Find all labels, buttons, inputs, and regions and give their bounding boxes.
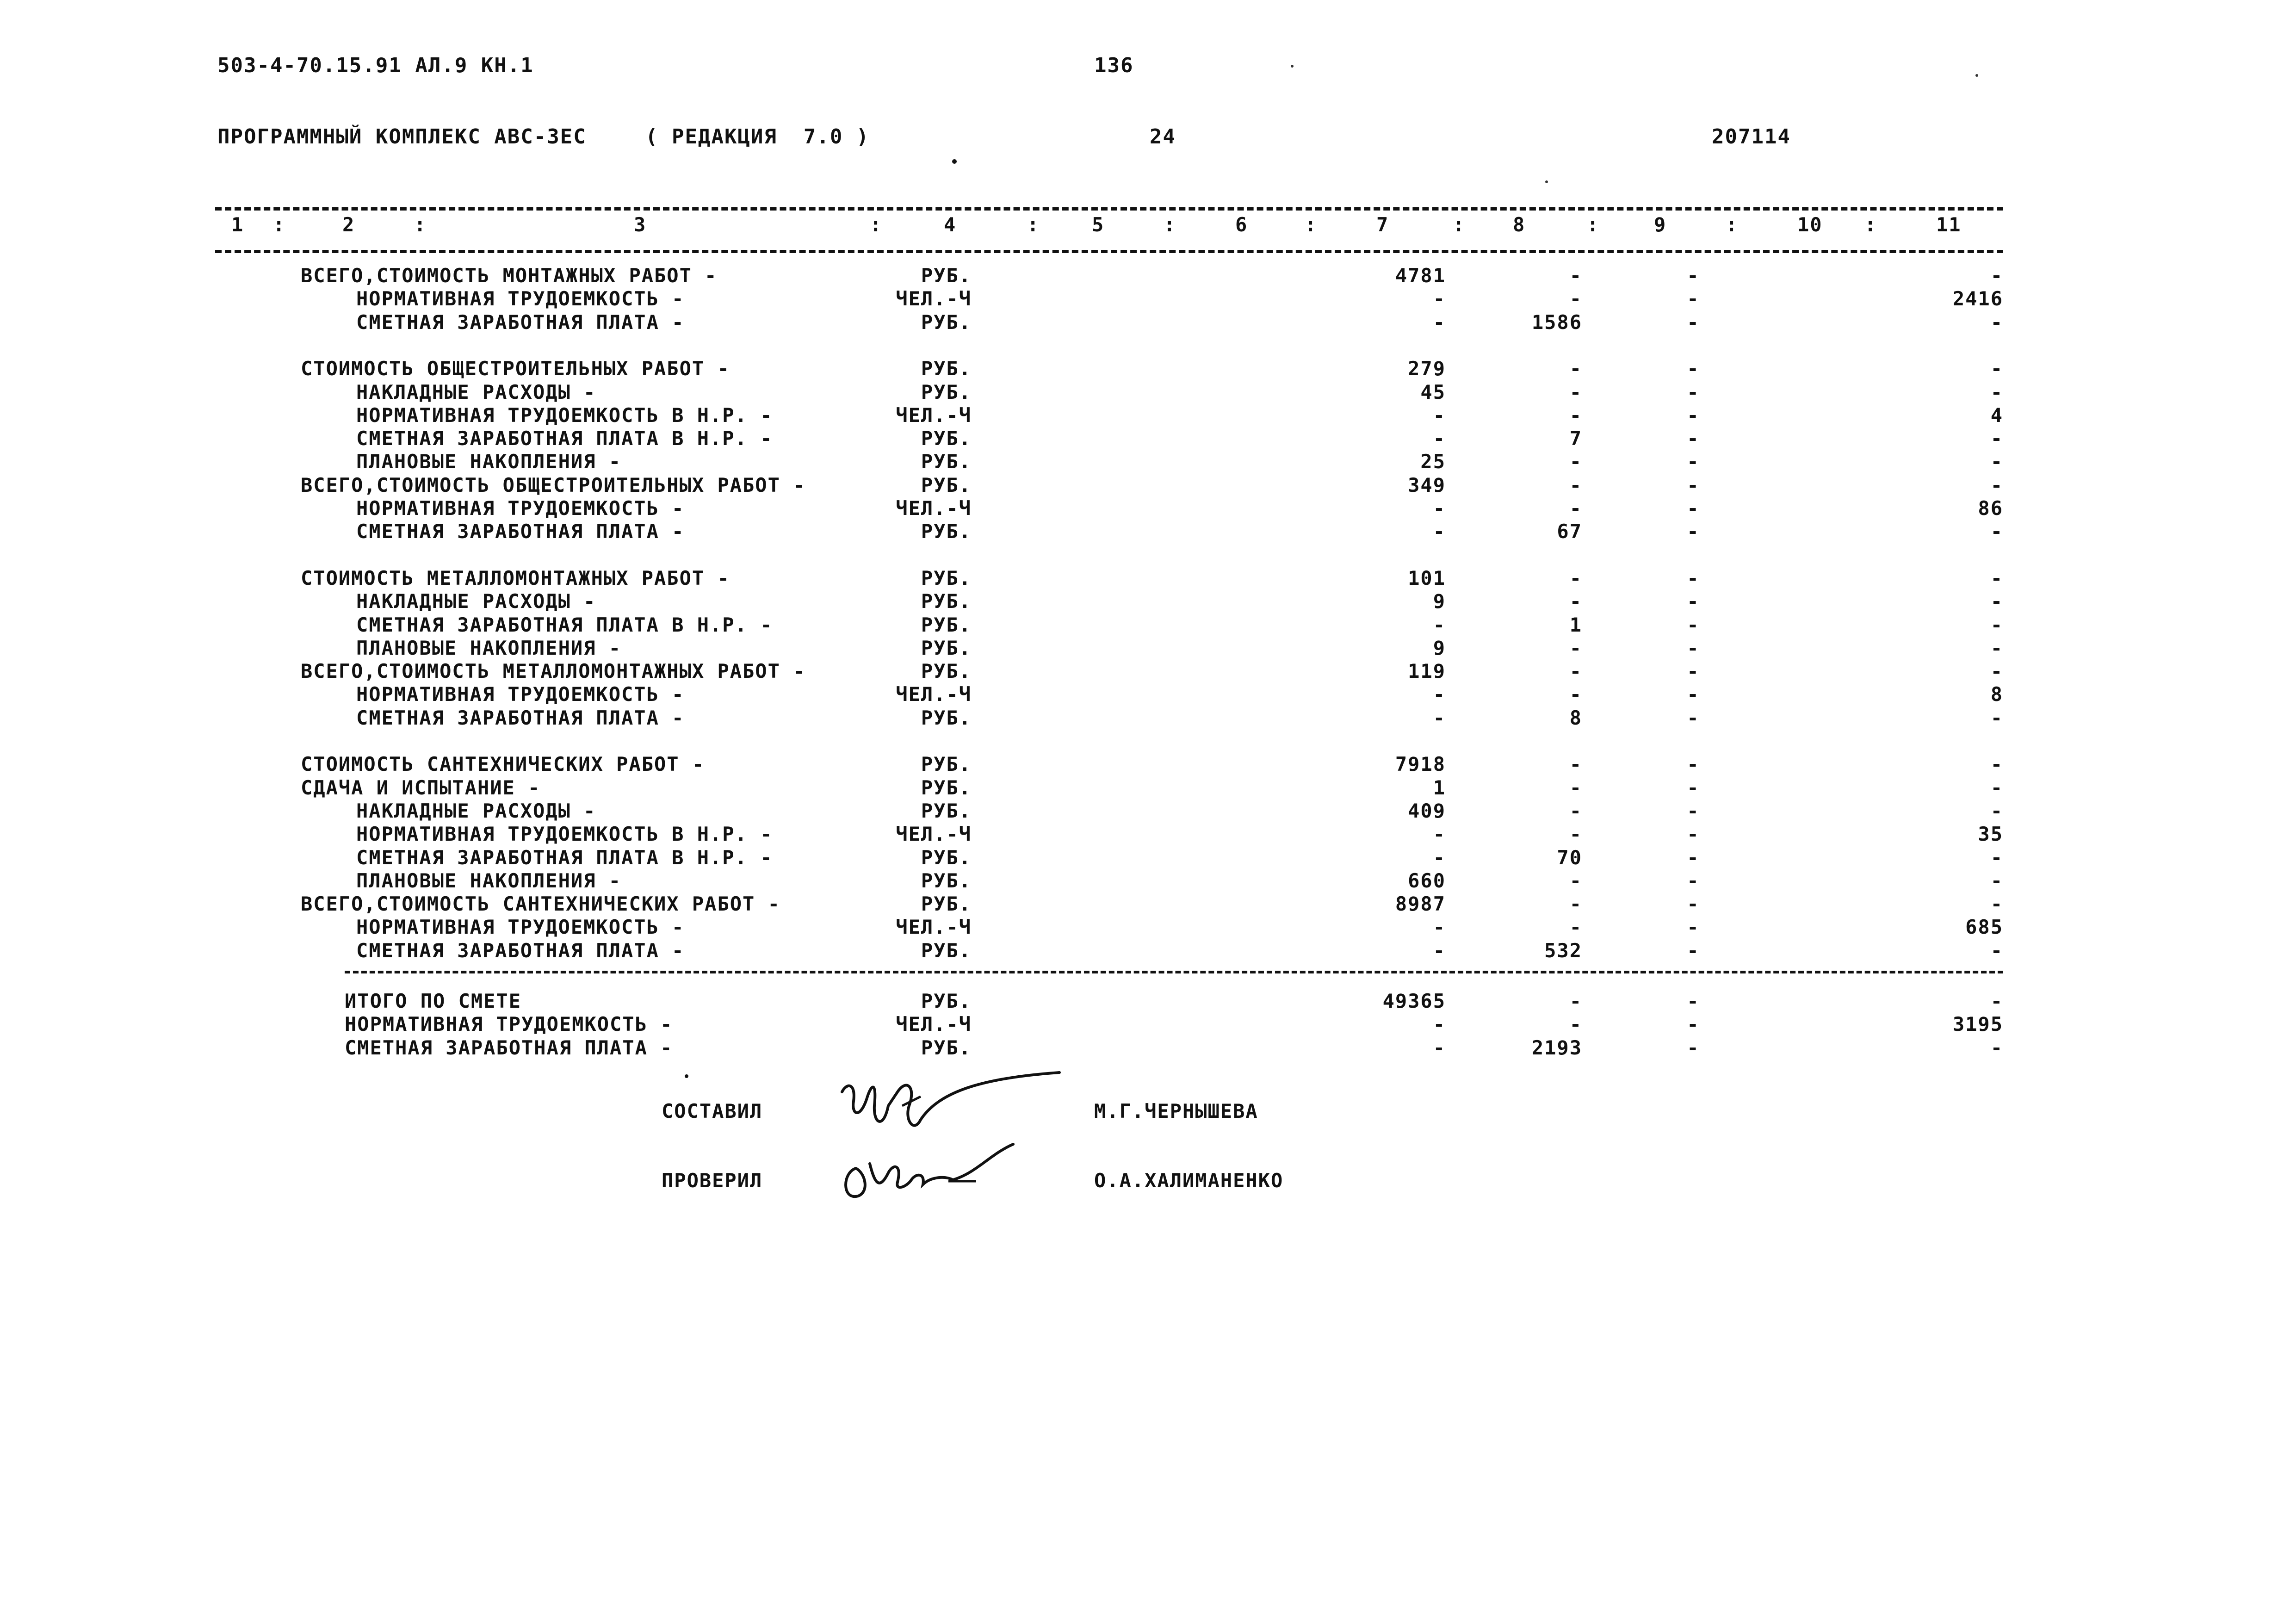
total-name: НОРМАТИВНАЯ ТРУДОЕМКОСТЬ - [345,1013,673,1035]
row-col8: - [1569,590,1582,613]
row-name: ВСЕГО,СТОИМОСТЬ МОНТАЖНЫХ РАБОТ - [301,264,718,287]
row-col8: - [1569,404,1582,427]
row-unit: РУБ. [921,567,972,589]
row-col8: - [1569,916,1582,938]
column-header: 9 [1654,213,1667,236]
row-name: ВСЕГО,СТОИМОСТЬ МЕТАЛЛОМОНТАЖНЫХ РАБОТ - [301,660,806,682]
total-col11: 3195 [1952,1013,2003,1035]
compiled-label: СОСТАВИЛ [662,1100,763,1122]
row-col8: - [1569,450,1582,473]
column-header: 8 [1513,213,1526,236]
row-col11: 4 [1990,404,2003,427]
row-col11: - [1990,264,2003,287]
total-name: ИТОГО ПО СМЕТЕ [345,990,522,1012]
column-separator: : [1587,213,1600,236]
row-col8: - [1569,474,1582,496]
row-col9: - [1687,846,1700,869]
row-unit: РУБ. [921,520,972,543]
row-col8: - [1569,776,1582,799]
row-col11: - [1990,590,2003,613]
row-col8: - [1569,869,1582,892]
column-separator: : [273,213,286,236]
row-col9: - [1687,893,1700,915]
row-unit: РУБ. [921,776,972,799]
row-col9: - [1687,916,1700,938]
row-col7: 660 [1408,869,1446,892]
row-col9: - [1687,939,1700,962]
compiler-signature [833,1064,1073,1143]
row-name: НОРМАТИВНАЯ ТРУДОЕМКОСТЬ - [356,287,685,310]
row-unit: РУБ. [921,311,972,334]
scan-speck [1975,74,1978,77]
row-col8: 70 [1557,846,1582,869]
total-col9: - [1687,1013,1700,1035]
row-col8: - [1569,683,1582,706]
row-col7: 8987 [1395,893,1446,915]
row-col9: - [1687,497,1700,520]
row-unit: РУБ. [921,637,972,659]
row-unit: РУБ. [921,869,972,892]
column-header: 11 [1936,213,1962,236]
total-name: СМЕТНАЯ ЗАРАБОТНАЯ ПЛАТА - [345,1036,673,1059]
row-unit: РУБ. [921,357,972,380]
row-name: СТОИМОСТЬ ОБЩЕСТРОИТЕЛЬНЫХ РАБОТ - [301,357,730,380]
row-col7: - [1433,404,1446,427]
row-unit: РУБ. [921,893,972,915]
row-name: НОРМАТИВНАЯ ТРУДОЕМКОСТЬ В Н.Р. - [356,823,773,845]
row-col7: - [1433,707,1446,729]
row-name: НОРМАТИВНАЯ ТРУДОЕМКОСТЬ - [356,916,685,938]
row-name: НАКЛАДНЫЕ РАСХОДЫ - [356,800,596,822]
row-name: НАКЛАДНЫЕ РАСХОДЫ - [356,590,596,613]
row-col9: - [1687,707,1700,729]
row-name: СДАЧА И ИСПЫТАНИЕ - [301,776,541,799]
row-name: СТОИМОСТЬ МЕТАЛЛОМОНТАЖНЫХ РАБОТ - [301,567,730,589]
row-name: СМЕТНАЯ ЗАРАБОТНАЯ ПЛАТА - [356,520,685,543]
row-col9: - [1687,637,1700,659]
row-col11: - [1990,450,2003,473]
row-col11: - [1990,800,2003,822]
row-col7: - [1433,520,1446,543]
row-name: СМЕТНАЯ ЗАРАБОТНАЯ ПЛАТА - [356,939,685,962]
row-unit: РУБ. [921,381,972,403]
row-col8: - [1569,357,1582,380]
row-col11: - [1990,381,2003,403]
column-header: 6 [1235,213,1248,236]
row-name: СМЕТНАЯ ЗАРАБОТНАЯ ПЛАТА - [356,707,685,729]
document-code: 207114 [1712,125,1791,149]
total-col9: - [1687,1036,1700,1059]
row-col9: - [1687,800,1700,822]
column-header: 10 [1797,213,1823,236]
column-header: 1 [231,213,244,236]
total-col11: - [1990,990,2003,1012]
row-col9: - [1687,357,1700,380]
row-unit: ЧЕЛ.-Ч [896,916,972,938]
row-col7: - [1433,497,1446,520]
row-col11: - [1990,869,2003,892]
row-col7: 409 [1408,800,1446,822]
row-name: НОРМАТИВНАЯ ТРУДОЕМКОСТЬ В Н.Р. - [356,404,773,427]
row-col7: - [1433,823,1446,845]
total-col7: - [1433,1013,1446,1035]
scan-speck [1545,180,1548,183]
scan-speck [1291,65,1294,68]
table-header-rule [215,250,2003,253]
row-col9: - [1687,381,1700,403]
row-col11: - [1990,311,2003,334]
row-col7: - [1433,916,1446,938]
row-col11: - [1990,707,2003,729]
checked-name: О.А.ХАЛИМАНЕНКО [1094,1169,1284,1192]
row-unit: РУБ. [921,800,972,822]
row-name: ВСЕГО,СТОИМОСТЬ ОБЩЕСТРОИТЕЛЬНЫХ РАБОТ - [301,474,806,496]
row-name: ПЛАНОВЫЕ НАКОПЛЕНИЯ - [356,869,622,892]
row-col8: - [1569,893,1582,915]
compiled-name: М.Г.ЧЕРНЫШЕВА [1094,1100,1258,1122]
row-unit: РУБ. [921,846,972,869]
row-col8: - [1569,637,1582,659]
column-header: 7 [1376,213,1389,236]
row-col8: - [1569,497,1582,520]
total-col7: 49365 [1382,990,1446,1012]
row-col8: - [1569,823,1582,845]
row-col8: - [1569,660,1582,682]
row-unit: РУБ. [921,660,972,682]
row-col7: 25 [1420,450,1446,473]
row-col9: - [1687,287,1700,310]
row-unit: ЧЕЛ.-Ч [896,683,972,706]
row-unit: РУБ. [921,707,972,729]
doc-code: 503-4-70.15.91 АЛ.9 КН.1 [217,54,534,77]
row-col9: - [1687,264,1700,287]
total-unit: РУБ. [921,1036,972,1059]
row-col9: - [1687,869,1700,892]
row-name: НАКЛАДНЫЕ РАСХОДЫ - [356,381,596,403]
row-col7: - [1433,427,1446,450]
column-separator: : [414,213,427,236]
row-unit: РУБ. [921,474,972,496]
row-col9: - [1687,823,1700,845]
row-col8: - [1569,567,1582,589]
checked-label: ПРОВЕРИЛ [662,1169,763,1192]
total-col11: - [1990,1036,2003,1059]
row-col7: - [1433,614,1446,636]
row-col8: - [1569,753,1582,775]
totals-rule [345,971,2003,973]
row-col11: 8 [1990,683,2003,706]
row-col9: - [1687,567,1700,589]
row-col11: 86 [1978,497,2003,520]
row-unit: РУБ. [921,753,972,775]
row-col11: - [1990,846,2003,869]
row-col8: 532 [1544,939,1582,962]
row-col8: 1 [1569,614,1582,636]
row-col11: - [1990,660,2003,682]
row-col9: - [1687,776,1700,799]
row-col7: - [1433,846,1446,869]
total-unit: ЧЕЛ.-Ч [896,1013,972,1035]
row-name: СМЕТНАЯ ЗАРАБОТНАЯ ПЛАТА - [356,311,685,334]
row-col9: - [1687,404,1700,427]
row-col11: - [1990,614,2003,636]
scan-speck [685,1074,688,1078]
page-number: 136 [1094,54,1134,77]
row-col8: 67 [1557,520,1582,543]
row-unit: ЧЕЛ.-Ч [896,404,972,427]
total-col8: - [1569,990,1582,1012]
row-col7: - [1433,683,1446,706]
row-name: СТОИМОСТЬ САНТЕХНИЧЕСКИХ РАБОТ - [301,753,705,775]
row-name: СМЕТНАЯ ЗАРАБОТНАЯ ПЛАТА В Н.Р. - [356,614,773,636]
row-col9: - [1687,614,1700,636]
row-name: СМЕТНАЯ ЗАРАБОТНАЯ ПЛАТА В Н.Р. - [356,846,773,869]
sheet-number: 24 [1150,125,1176,149]
column-separator: : [1453,213,1466,236]
row-unit: РУБ. [921,427,972,450]
row-col11: - [1990,357,2003,380]
row-col7: - [1433,287,1446,310]
row-col7: 9 [1433,590,1446,613]
column-header: 3 [634,213,647,236]
row-col7: 101 [1408,567,1446,589]
row-col7: 349 [1408,474,1446,496]
row-name: ПЛАНОВЫЕ НАКОПЛЕНИЯ - [356,450,622,473]
row-name: СМЕТНАЯ ЗАРАБОТНАЯ ПЛАТА В Н.Р. - [356,427,773,450]
row-unit: РУБ. [921,264,972,287]
row-col11: 2416 [1952,287,2003,310]
row-unit: РУБ. [921,614,972,636]
row-name: ПЛАНОВЫЕ НАКОПЛЕНИЯ - [356,637,622,659]
row-unit: РУБ. [921,939,972,962]
row-unit: ЧЕЛ.-Ч [896,497,972,520]
row-col8: - [1569,800,1582,822]
row-col7: 1 [1433,776,1446,799]
row-name: НОРМАТИВНАЯ ТРУДОЕМКОСТЬ - [356,683,685,706]
row-col9: - [1687,450,1700,473]
total-unit: РУБ. [921,990,972,1012]
column-header: 4 [944,213,957,236]
row-col9: - [1687,753,1700,775]
row-col9: - [1687,590,1700,613]
row-col9: - [1687,311,1700,334]
row-col7: 4781 [1395,264,1446,287]
total-col8: 2193 [1531,1036,1582,1059]
column-header: 5 [1092,213,1105,236]
row-col11: - [1990,427,2003,450]
row-name: ВСЕГО,СТОИМОСТЬ САНТЕХНИЧЕСКИХ РАБОТ - [301,893,780,915]
row-col9: - [1687,520,1700,543]
row-col11: - [1990,893,2003,915]
checker-signature [837,1136,1050,1210]
row-col11: - [1990,939,2003,962]
row-col8: 8 [1569,707,1582,729]
row-col9: - [1687,474,1700,496]
column-separator: : [1305,213,1318,236]
row-col11: - [1990,776,2003,799]
row-unit: ЧЕЛ.-Ч [896,823,972,845]
total-col7: - [1433,1036,1446,1059]
total-col8: - [1569,1013,1582,1035]
table-top-rule [215,207,2003,211]
row-col8: - [1569,381,1582,403]
row-name: НОРМАТИВНАЯ ТРУДОЕМКОСТЬ - [356,497,685,520]
column-separator: : [1864,213,1877,236]
row-col11: 35 [1978,823,2003,845]
row-col9: - [1687,427,1700,450]
row-col8: 1586 [1531,311,1582,334]
row-col7: - [1433,311,1446,334]
row-col11: - [1990,753,2003,775]
row-col8: - [1569,287,1582,310]
column-separator: : [1027,213,1040,236]
row-col11: 685 [1965,916,2003,938]
row-col8: - [1569,264,1582,287]
row-col11: - [1990,474,2003,496]
row-col7: 45 [1420,381,1446,403]
row-col11: - [1990,567,2003,589]
row-unit: РУБ. [921,590,972,613]
row-col11: - [1990,520,2003,543]
row-unit: РУБ. [921,450,972,473]
program-name: ПРОГРАММНЫЙ КОМПЛЕКС АВС-3ЕС [217,125,587,149]
row-col11: - [1990,637,2003,659]
row-col7: 9 [1433,637,1446,659]
column-separator: : [1164,213,1176,236]
column-separator: : [1726,213,1739,236]
row-col7: - [1433,939,1446,962]
row-unit: ЧЕЛ.-Ч [896,287,972,310]
scan-speck [952,159,957,164]
row-col7: 119 [1408,660,1446,682]
column-header: 2 [342,213,355,236]
edition: ( РЕДАКЦИЯ 7.0 ) [645,125,870,149]
row-col9: - [1687,660,1700,682]
row-col7: 279 [1408,357,1446,380]
row-col7: 7918 [1395,753,1446,775]
total-col9: - [1687,990,1700,1012]
row-col9: - [1687,683,1700,706]
column-separator: : [870,213,883,236]
row-col8: 7 [1569,427,1582,450]
